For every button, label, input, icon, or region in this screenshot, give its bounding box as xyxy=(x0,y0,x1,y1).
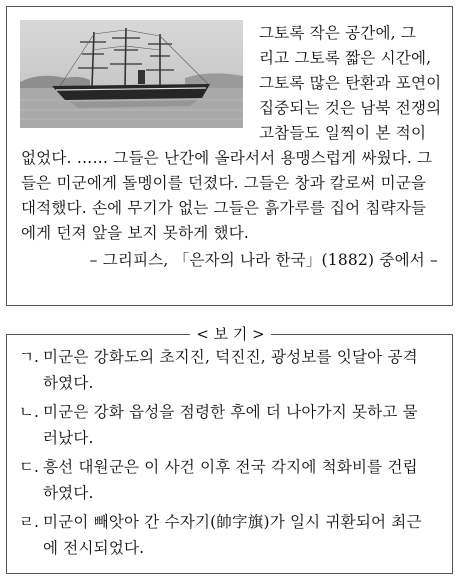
choice-marker: ㄴ. xyxy=(19,403,39,421)
choice-marker: ㄹ. xyxy=(19,513,39,531)
quote-line: 리고 그토록 짧은 시간에, xyxy=(259,49,432,67)
quote-line: 고참들도 일찍이 본 적이 xyxy=(259,124,427,142)
warship-photo xyxy=(20,20,243,128)
choice-text: 러났다. xyxy=(43,429,94,447)
choice-marker: ㄱ. xyxy=(19,348,39,366)
choice-text: 미군은 강화도의 초지진, 덕진진, 광성보를 잇달아 공격 xyxy=(43,348,418,366)
choice-text: 미군은 강화 읍성을 점령한 후에 더 나아가지 못하고 물 xyxy=(43,403,418,421)
choice-marker: ㄷ. xyxy=(19,458,39,476)
quote-line: 에게 던져 앞을 보지 못하게 했다. xyxy=(21,224,250,242)
choice-text: 미군이 빼앗아 간 수자기(帥字旗)가 일시 귀환되어 최근 xyxy=(43,513,422,531)
quote-line: 그토록 작은 공간에, 그 xyxy=(259,24,417,42)
quote-line: 대적했다. 손에 무기가 없는 그들은 흙가루를 집어 침략자들 xyxy=(21,199,427,217)
quote-line: 들은 미군에게 돌멩이를 던졌다. 그들은 창과 칼로써 미군을 xyxy=(21,174,427,192)
choice-text: 에 전시되었다. xyxy=(43,539,145,557)
choice-text: 하였다. xyxy=(43,374,94,392)
quote-line: 없었다. …… 그들은 난간에 올라서서 용맹스럽게 싸웠다. 그 xyxy=(21,149,433,167)
quote-line: 집중되는 것은 남북 전쟁의 xyxy=(259,99,442,117)
quote-box xyxy=(6,6,453,306)
quote-source: – 그리피스, 「은자의 나라 한국」(1882) 중에서 – xyxy=(89,251,438,269)
bogi-box xyxy=(6,325,453,574)
choice-text: 하였다. xyxy=(43,484,94,502)
choice-text: 흥선 대원군은 이 사건 이후 전국 각지에 척화비를 건립 xyxy=(43,458,418,476)
bogi-title: < 보 기 > xyxy=(7,324,454,344)
quote-line: 그토록 많은 탄환과 포연이 xyxy=(259,74,442,92)
